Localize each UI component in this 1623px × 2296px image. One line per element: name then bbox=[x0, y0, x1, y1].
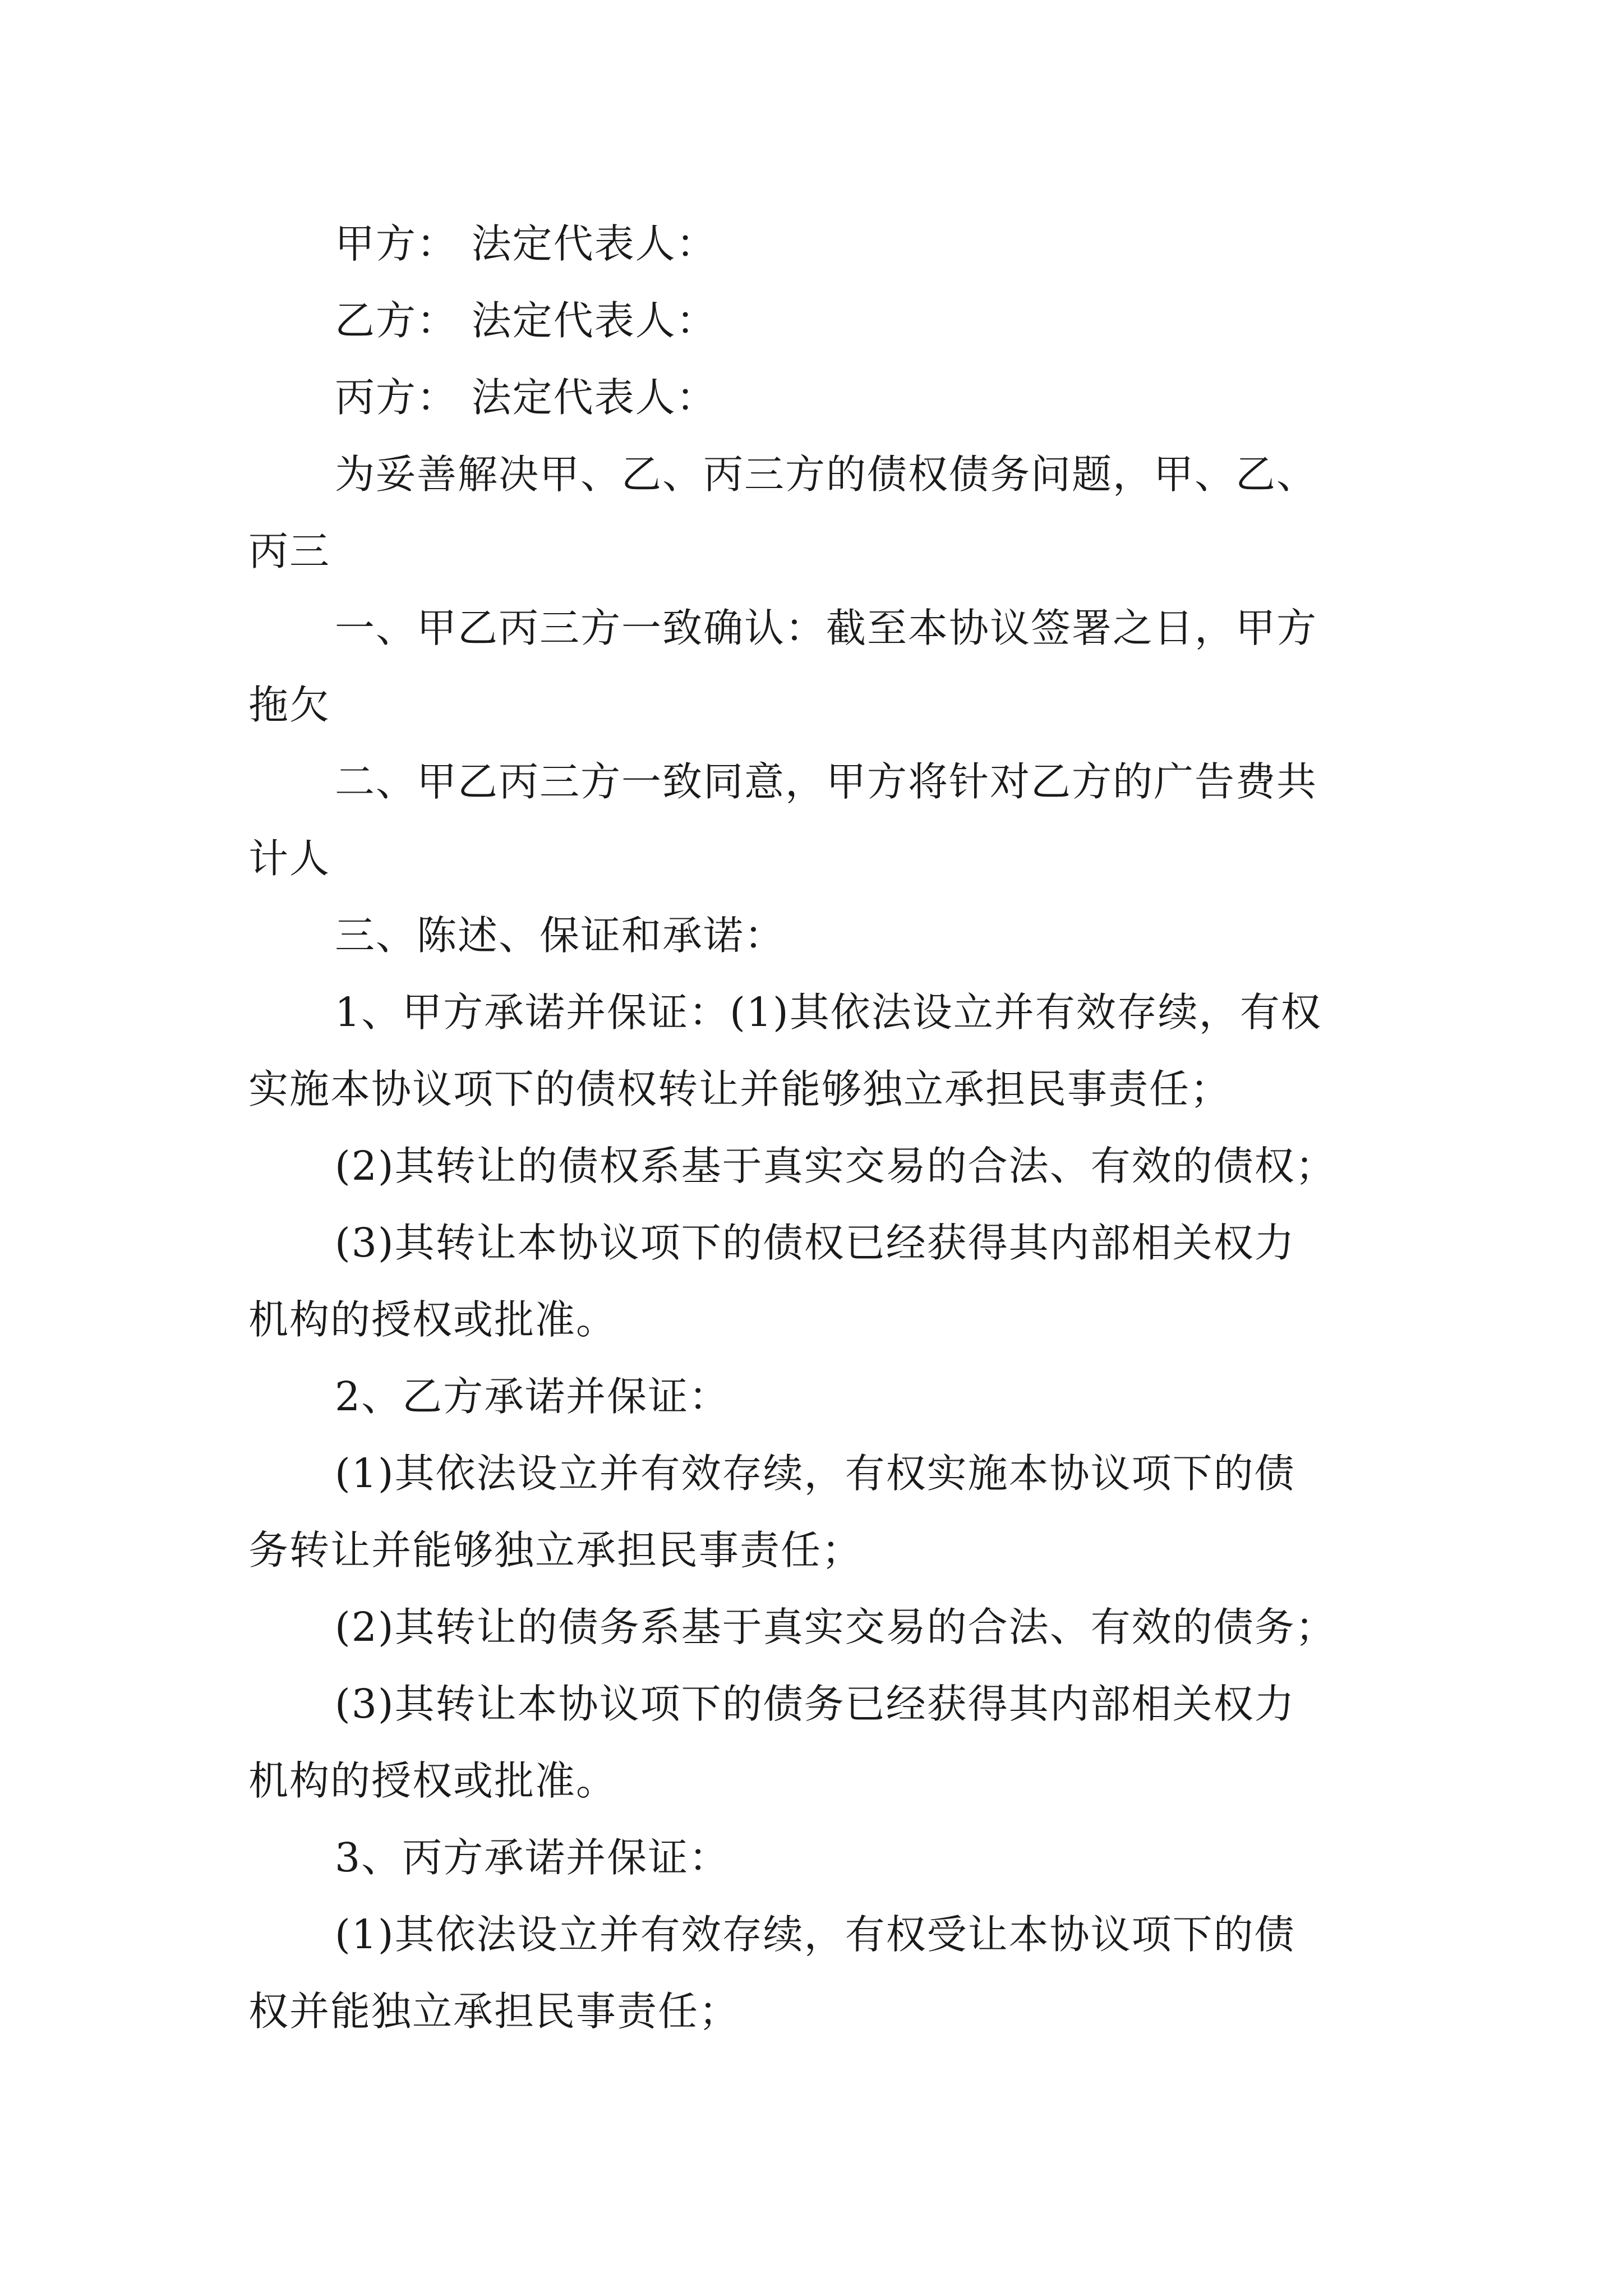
clause-2-line-2: 计人 bbox=[248, 835, 331, 882]
party-b-line: 乙方： 法定代表人： bbox=[335, 297, 717, 344]
party-a-warranty-3-line-2: 机构的授权或批准。 bbox=[248, 1296, 617, 1343]
party-c-warranty-1-line-1: (1)其依法设立并有效存续，有权受让本协议项下的债 bbox=[335, 1911, 1295, 1958]
party-b-warranty-1-line-1: (1)其依法设立并有效存续，有权实施本协议项下的债 bbox=[335, 1450, 1295, 1497]
party-a-warranty-line-1: 1、甲方承诺并保证：(1)其依法设立并有效存续，有权 bbox=[335, 989, 1322, 1036]
party-b-warranty-3-line-2: 机构的授权或批准。 bbox=[248, 1757, 617, 1804]
clause-2-line-1: 二、甲乙丙三方一致同意，甲方将针对乙方的广告费共 bbox=[335, 758, 1318, 805]
party-a-warranty-line-2: 实施本协议项下的债权转让并能够独立承担民事责任； bbox=[248, 1066, 1232, 1112]
party-c-line: 丙方： 法定代表人： bbox=[335, 374, 717, 421]
party-c-warranty-heading: 3、丙方承诺并保证： bbox=[335, 1834, 730, 1881]
party-b-warranty-1-line-2: 务转让并能够独立承担民事责任； bbox=[248, 1527, 863, 1573]
preamble-line-2: 丙三 bbox=[248, 528, 331, 574]
clause-1-line-2: 拖欠 bbox=[248, 682, 331, 728]
clause-3-heading: 三、陈述、保证和承诺： bbox=[335, 912, 786, 959]
party-b-warranty-2: (2)其转让的债务系基于真实交易的合法、有效的债务； bbox=[335, 1604, 1336, 1650]
party-a-line: 甲方： 法定代表人： bbox=[335, 220, 717, 267]
party-b-warranty-heading: 2、乙方承诺并保证： bbox=[335, 1373, 730, 1420]
preamble-line-1: 为妥善解决甲、乙、丙三方的债权债务问题，甲、乙、 bbox=[335, 451, 1318, 498]
party-b-warranty-3-line-1: (3)其转让本协议项下的债务已经获得其内部相关权力 bbox=[335, 1681, 1295, 1727]
party-a-warranty-2: (2)其转让的债权系基于真实交易的合法、有效的债权； bbox=[335, 1143, 1336, 1189]
clause-1-line-1: 一、甲乙丙三方一致确认：截至本协议签署之日，甲方 bbox=[335, 605, 1318, 651]
party-a-warranty-3-line-1: (3)其转让本协议项下的债权已经获得其内部相关权力 bbox=[335, 1220, 1295, 1266]
party-c-warranty-1-line-2: 权并能独立承担民事责任； bbox=[248, 1988, 740, 2035]
